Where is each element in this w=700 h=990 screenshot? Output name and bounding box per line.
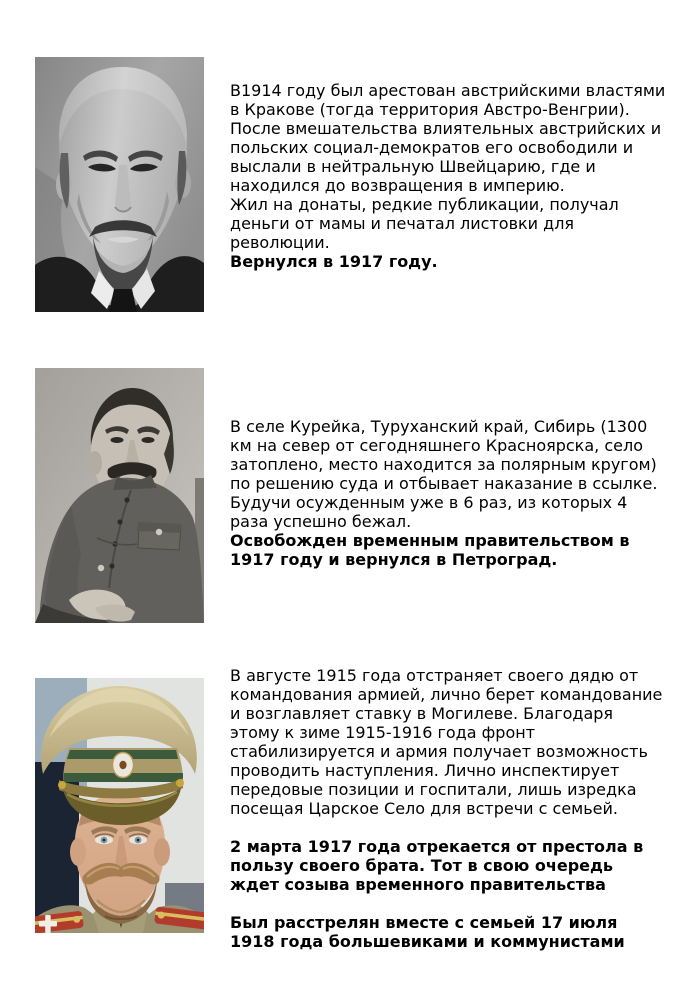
text-line: затоплено, место находится за полярным кругом)	[230, 455, 657, 474]
text-line: деньги от мамы и печатал листовки для	[230, 214, 575, 233]
nicholas-bio-paragraph	[230, 666, 674, 818]
text-line-bold: 1918 года большевиками и коммунистами	[230, 932, 625, 951]
text-line: этому к зиме 1915-1916 года фронт	[230, 723, 536, 742]
text-line: польских социал-демократов его освободили и	[230, 138, 634, 157]
text-line: В1914 году был арестован австрийскими властями	[230, 81, 666, 100]
text-line-bold: Был расстрелян вместе с семьей 17 июля	[230, 913, 618, 932]
stalin-photo-illustration	[35, 368, 204, 623]
stalin-bio-paragraph	[230, 417, 674, 531]
lenin-bio-paragraph	[230, 81, 674, 252]
stalin-portrait-photo	[35, 368, 204, 623]
text-line: В селе Курейка, Туруханский край, Сибирь (1300	[230, 417, 648, 436]
text-line: в Кракове (тогда территория Австро-Венгрии).	[230, 100, 630, 119]
nicholas-ii-bio-text	[230, 666, 674, 951]
lenin-bio-bold-paragraph	[230, 252, 674, 271]
text-line: Будучи осужденным уже в 6 раз, из которых 4	[230, 493, 628, 512]
lenin-portrait-photo	[35, 57, 204, 312]
text-line: находился до возвращения в империю.	[230, 176, 565, 195]
lenin-bio-text	[230, 81, 674, 271]
text-line: раза успешно бежал.	[230, 512, 412, 531]
stalin-bio-bold-paragraph	[230, 531, 674, 569]
text-line: по решению суда и отбывает наказание в ссылке.	[230, 474, 658, 493]
text-line-bold: Вернулся в 1917 году.	[230, 252, 438, 271]
text-line: посещая Царское Село для встречи с семьей.	[230, 799, 618, 818]
nicholas-execution-bold-paragraph	[230, 913, 674, 951]
text-line-bold: 1917 году и вернулся в Петроград.	[230, 550, 558, 569]
text-line-bold: Освобожден временным правительством в	[230, 531, 630, 550]
text-line: стабилизируется и армия получает возможность	[230, 742, 648, 761]
text-line: проводить наступления. Лично инспектирует	[230, 761, 620, 780]
lenin-photo-illustration	[35, 57, 204, 312]
text-line-bold: ждет созыва временного правительства	[230, 875, 606, 894]
nicholas-abdication-bold-paragraph	[230, 837, 674, 894]
text-line: передовые позиции и госпитали, лишь изредка	[230, 780, 637, 799]
text-line: командования армией, лично берет командование	[230, 685, 663, 704]
text-line: Жил на донаты, редкие публикации, получал	[230, 195, 619, 214]
nicholas-ii-photo-illustration	[35, 678, 204, 933]
nicholas-ii-portrait-photo	[35, 678, 204, 933]
text-line: революции.	[230, 233, 330, 252]
text-line: После вмешательства влиятельных австрийских и	[230, 119, 662, 138]
text-line: В августе 1915 года отстраняет своего дядю от	[230, 666, 639, 685]
text-line: км на север от сегодняшнего Красноярска, село	[230, 436, 643, 455]
text-line-bold: 2 марта 1917 года отрекается от престола в	[230, 837, 644, 856]
text-line-bold: пользу своего брата. Тот в свою очередь	[230, 856, 614, 875]
text-line: выслали в нейтральную Швейцарию, где и	[230, 157, 596, 176]
stalin-bio-text	[230, 417, 674, 569]
text-line: и возглавляет ставку в Могилеве. Благодаря	[230, 704, 614, 723]
